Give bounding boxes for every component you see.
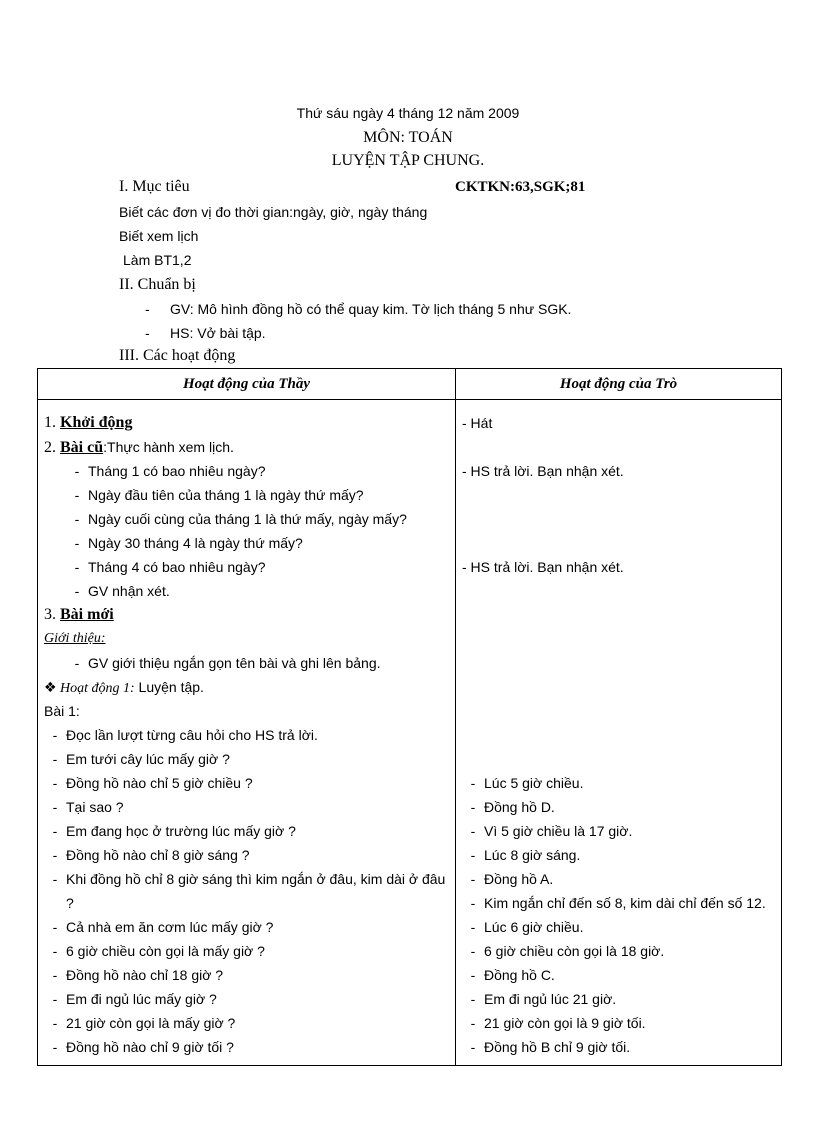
table-row: - Em tưới cây lúc mấy giờ ?: [52, 751, 230, 767]
student-response: - Hát: [462, 415, 493, 431]
list-item: - GV giới thiệu ngắn gọn tên bài và ghi lên bảng.: [74, 655, 381, 671]
list-item: - Ngày đầu tiên của tháng 1 là ngày thứ mấy?: [74, 487, 364, 503]
warmup-heading: 1. Khởi động: [44, 414, 133, 431]
list-item: - Ngày 30 tháng 4 là ngày thứ mấy?: [74, 535, 303, 551]
table-row: - Đọc lần lượt từng câu hỏi cho HS trả lời.: [52, 727, 318, 743]
table-row: - 6 giờ chiều còn gọi là mấy giờ ?: [52, 943, 265, 959]
objective-line: Làm BT1,2: [123, 252, 192, 268]
table-row: - Vì 5 giờ chiều là 17 giờ.: [470, 823, 633, 839]
diamond-bullet-icon: ❖: [44, 679, 57, 695]
table-row: - Lúc 5 giờ chiều.: [470, 775, 584, 791]
list-item: - GV nhận xét.: [74, 583, 170, 599]
lesson-title: LUYỆN TẬP CHUNG.: [331, 152, 485, 169]
table-row: - Kim ngắn chỉ đến số 8, kim dài chỉ đến số 12.: [470, 895, 766, 911]
table-row: - Em đi ngủ lúc mấy giờ ?: [52, 991, 217, 1007]
table-row: - Đồng hồ nào chỉ 9 giờ tối ?: [52, 1039, 234, 1055]
exercise-label: Bài 1:: [44, 703, 80, 719]
activity-1-heading: ❖ Hoạt động 1: Luyện tập.: [38, 675, 455, 699]
new-lesson-heading: 3. Bài mới: [44, 606, 114, 623]
table-row: - Khi đồng hồ chỉ 8 giờ sáng thì kim ngắn ở đâu, kim dài ở đâu ?: [52, 871, 446, 911]
table-row: - Em đi ngủ lúc 21 giờ.: [470, 991, 617, 1007]
prep-item: - GV: Mô hình đồng hồ có thể quay kim. Tờ lịch tháng 5 như SGK.: [145, 301, 572, 317]
objective-line: Biết các đơn vị đo thời gian:ngày, giờ, ngày tháng: [119, 204, 428, 220]
table-row: - Lúc 6 giờ chiều.: [470, 919, 584, 935]
table-row: - Đồng hồ C.: [470, 967, 555, 983]
table-row: - Đồng hồ A.: [470, 871, 554, 887]
list-item: - Tháng 1 có bao nhiêu ngày?: [74, 463, 266, 479]
table-row: - Đồng hồ nào chỉ 18 giờ ?: [52, 967, 224, 983]
table-row: - 21 giờ còn gọi là 9 giờ tối.: [470, 1015, 646, 1031]
table-row: - Tại sao ?: [52, 799, 124, 815]
table-row: - Đồng hồ D.: [470, 799, 555, 815]
prep-heading: II. Chuẩn bị: [119, 276, 196, 293]
student-response: - HS trả lời. Bạn nhận xét.: [462, 463, 624, 479]
teacher-column: [38, 400, 456, 1066]
table-row: - Lúc 8 giờ sáng.: [470, 847, 581, 863]
intro-label: Giới thiệu:: [44, 631, 106, 646]
activities-heading: III. Các hoạt động: [119, 347, 236, 364]
standards-reference: CKTKN:63,SGK;81: [455, 179, 586, 195]
objective-line: Biết xem lịch: [119, 228, 199, 244]
student-column: [456, 400, 782, 1066]
table-row: - Đồng hồ nào chỉ 8 giờ sáng ?: [52, 847, 250, 863]
subject-title: MÔN: TOÁN: [363, 129, 453, 146]
table-row: - Em đang học ở trường lúc mấy giờ ?: [52, 823, 296, 839]
table-row: - Đồng hồ B chỉ 9 giờ tối.: [470, 1039, 631, 1055]
student-response: - HS trả lời. Bạn nhận xét.: [462, 559, 624, 575]
table-row: - Cả nhà em ăn cơm lúc mấy giờ ?: [52, 919, 274, 935]
table-row: - Đồng hồ nào chỉ 5 giờ chiều ?: [52, 775, 253, 791]
student-column-header: Hoạt động của Trò: [456, 369, 782, 400]
list-item: - Tháng 4 có bao nhiêu ngày?: [74, 559, 266, 575]
objectives-heading: I. Mục tiêu: [119, 178, 190, 195]
list-item: - Ngày cuối cùng của tháng 1 là thứ mấy, ngày mấy?: [74, 511, 407, 527]
table-row: - 21 giờ còn gọi là mấy giờ ?: [52, 1015, 236, 1031]
old-lesson-heading: 2. Bài cũ:Thực hành xem lịch.: [44, 439, 234, 456]
teacher-column-header: Hoạt động của Thầy: [38, 369, 456, 400]
prep-item: - HS: Vở bài tập.: [145, 325, 266, 341]
lesson-plan-table: [37, 368, 782, 1066]
date-line: Thứ sáu ngày 4 tháng 12 năm 2009: [296, 105, 520, 121]
table-row: - 6 giờ chiều còn gọi là 18 giờ.: [470, 943, 665, 959]
